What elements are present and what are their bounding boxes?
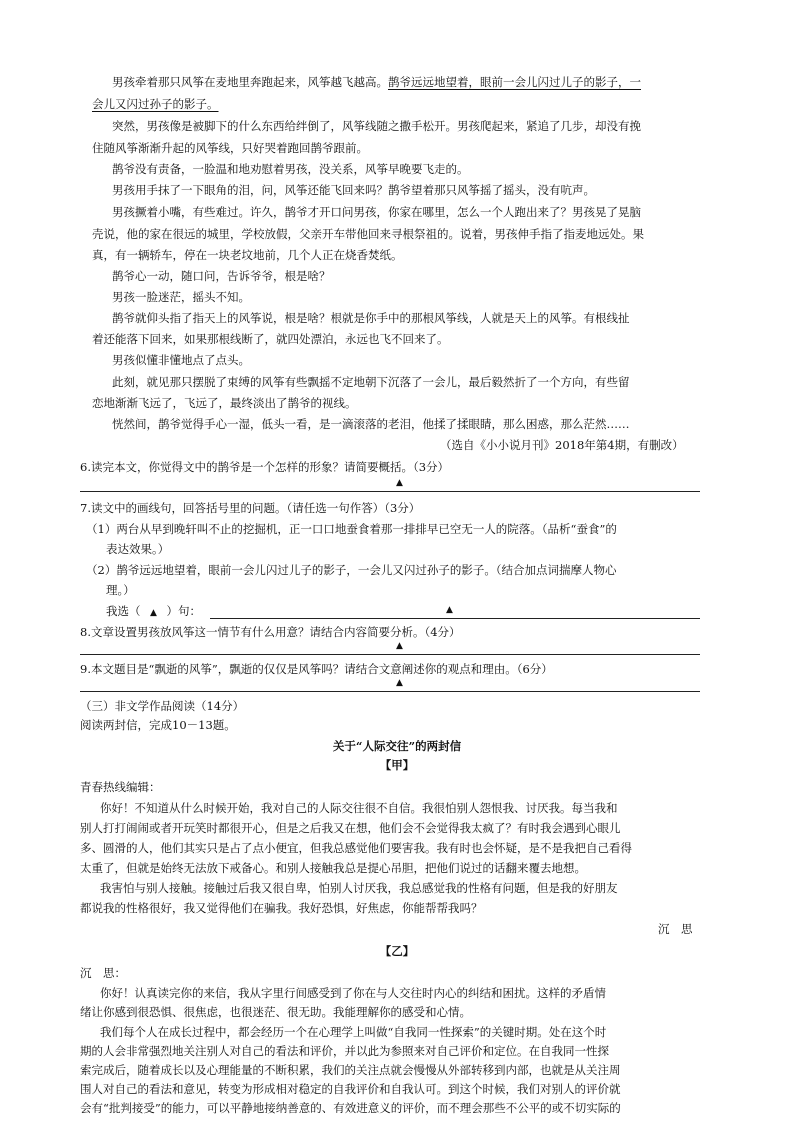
story-line: 鹊爷心一动，随口问，告诉爷爷，根是啥？ [112, 269, 331, 283]
story-line: 真，有一辆轿车，停在一块老坟地前，几个人正在烧香焚纸。 [92, 248, 403, 262]
answer-line[interactable] [210, 618, 700, 619]
question-7-option-2: （2）鹊爷远远地望着，眼前一会儿闪过儿子的影子，一会儿又闪过孙子的影子。（结合加点词揣摩人物心 [86, 563, 617, 577]
question-9: 9.本文题目是“飘逝的风筝”，飘逝的仅仅是风筝吗？请结合文意阐述你的观点和理由。（6分） [80, 662, 553, 676]
story-line: 此刻，就见那只摆脱了束缚的风筝有些飘摇不定地朝下沉落了一会儿，最后毅然折了一个方向，有些留 [112, 375, 630, 389]
story-line: 男孩似懂非懂地点了点头。 [112, 353, 250, 367]
letter-jia-line: 你好！不知道从什么时候开始，我对自己的人际交往很不自信。我很怕别人怨恨我、讨厌我。每当我和 [100, 801, 618, 815]
section-instruction: 阅读两封信，完成10－13题。 [80, 718, 236, 732]
question-7-choose: 我选（ ▲ ）句： [106, 604, 201, 618]
answer-marker: ▲ [396, 478, 403, 488]
answer-line[interactable] [80, 691, 700, 692]
answer-line[interactable] [80, 491, 700, 492]
letter-yi-line: 围人对自己的看法和意见，转变为形成相对稳定的自我评价和自我认可。到这个时候，我们对别人的评价就 [80, 1082, 621, 1096]
letter-yi-line: 索完成后，随着成长以及心理能量的不断积累，我们的关注点就会慢慢从外部转移到内部，也就是从关注周 [80, 1063, 621, 1077]
question-8: 8.文章设置男孩放风筝这一情节有什么用意？请结合内容简要分析。（4分） [80, 625, 461, 639]
question-7: 7.读文中的画线句，回答括号里的问题。（请任选一句作答）（3分） [80, 501, 421, 515]
story-line: 男孩一脸迷茫，摇头不知。 [112, 290, 250, 304]
story-line: 突然，男孩像是被脚下的什么东西给绊倒了，风筝线随之撒手松开。男孩爬起来，紧追了几步，却没有挽 [112, 119, 641, 133]
story-line: 住随风筝渐渐升起的风筝线，只好哭着跑回鹊爷跟前。 [92, 141, 368, 155]
story-line: 男孩用手抹了一下眼角的泪，问，风筝还能飞回来吗？鹊爷望着那只风筝摇了摇头，没有吭声。 [112, 183, 595, 197]
letter-jia-salutation: 青春热线编辑： [80, 780, 161, 794]
answer-marker: ▲ [396, 641, 403, 651]
story-line: 鹊爷就仰头指了指天上的风筝说，根是啥？根就是你手中的那根风筝线，人就是天上的风筝。有根线扯 [112, 311, 630, 325]
question-6: 6.读完本文，你觉得文中的鹊爷是一个怎样的形象？请简要概括。（3分） [80, 460, 450, 474]
letter-yi-salutation: 沉 思： [80, 966, 126, 980]
question-7-option-1: （1）两台从早到晚轩叫不止的挖掘机，正一口口地蚕食着那一排排早已空无一人的院落。（品析“蚕食”的 [86, 522, 617, 536]
label-jia: 【甲】 [379, 758, 415, 772]
letter-yi-line: 我们每个人在成长过程中，都会经历一个在心理学上叫做“自我同一性探索”的关键时期。处在这个时 [100, 1025, 607, 1039]
letter-jia-line: 多、圆滑的人，他们其实只是占了点小便宜，但我总感觉他们要害我。我有时也会怀疑，是不是我把自己看得 [80, 841, 632, 855]
answer-line[interactable] [80, 654, 700, 655]
story-line: 着还能落下回来，如果那根线断了，就四处漂泊，永远也飞不回来了。 [92, 332, 449, 346]
story-line: 恍然间，鹊爷觉得手心一湿，低头一看，是一滴滚落的老泪，他揉了揉眼睛，那么困惑，那么茫然…… [112, 417, 630, 431]
letter-jia-line: 都说我的性格很好，我又觉得他们在骗我。我好恐惧，好焦虑，你能帮帮我吗？ [80, 901, 483, 915]
letter-jia-line: 别人打打闹闹或者开玩笑时都很开心，但是之后我又在想，他们会不会觉得我太疯了？有时我会遇到心眼儿 [80, 821, 621, 835]
letters-title: 关于“人际交往”的两封信 [332, 739, 462, 753]
letter-jia-signature: 沉 思 [658, 922, 693, 936]
answer-marker: ▲ [396, 678, 403, 688]
letter-jia-line: 太重了，但就是始终无法放下戒备心。和别人接触我总是提心吊胆，把他们说过的话翻来覆去地想。 [80, 861, 586, 875]
question-7-option-2-cont: 理。） [106, 583, 135, 597]
story-line: 鹊爷没有责备，一脸温和地劝慰着男孩，没关系，风筝早晚要飞走的。 [112, 162, 469, 176]
answer-marker: ▲ [446, 605, 453, 615]
source-citation: （选自《小小说月刊》2018年第4期，有删改） [440, 438, 684, 452]
question-7-option-1-cont: 表达效果。） [106, 542, 170, 556]
story-line: 会儿又闪过孙子的影子。 [92, 97, 219, 111]
letter-yi-line: 期的人会非常强烈地关注别人对自己的看法和评价，并以此为参照来对自己评价和定位。在自我同一性探 [80, 1044, 609, 1058]
story-line: 恋地渐渐飞远了，飞远了，最终淡出了鹊爷的视线。 [92, 396, 357, 410]
story-line: 壳说，他的家在很远的城里，学校放假，父亲开车带他回来寻根祭祖的。说着，男孩伸手指了指麦地远处。果 [92, 227, 644, 241]
letter-yi-line: 绪让你感到很恐惧、很焦虑，也很迷茫、很无助。我能理解你的感受和心情。 [80, 1005, 471, 1019]
letter-yi-line: 会有“批判接受”的能力，可以平静地接纳善意的、有效进意义的评价，而不理会那些不公平的或不切实际的 [80, 1101, 621, 1115]
letter-jia-line: 我害怕与别人接触。接触过后我又很自卑，怕别人讨厌我，我总感觉我的性格有问题，但是我的好朋友 [100, 881, 618, 895]
section-heading: （三）非文学作品阅读（14分） [80, 699, 245, 713]
letter-yi-line: 你好！认真读完你的来信，我从字里行间感受到了你在与人交往时内心的纠结和困扰。这样的矛盾情 [100, 986, 606, 1000]
label-yi: 【乙】 [379, 944, 415, 958]
story-line: 男孩牵着那只风筝在麦地里奔跑起来，风筝越飞越高。鹊爷远远地望着，眼前一会儿闪过儿子的影子，一 [112, 75, 641, 89]
story-line: 男孩撅着小嘴，有些难过。许久，鹊爷才开口问男孩，你家在哪里，怎么一个人跑出来了？男孩晃了晃脑 [112, 205, 641, 219]
